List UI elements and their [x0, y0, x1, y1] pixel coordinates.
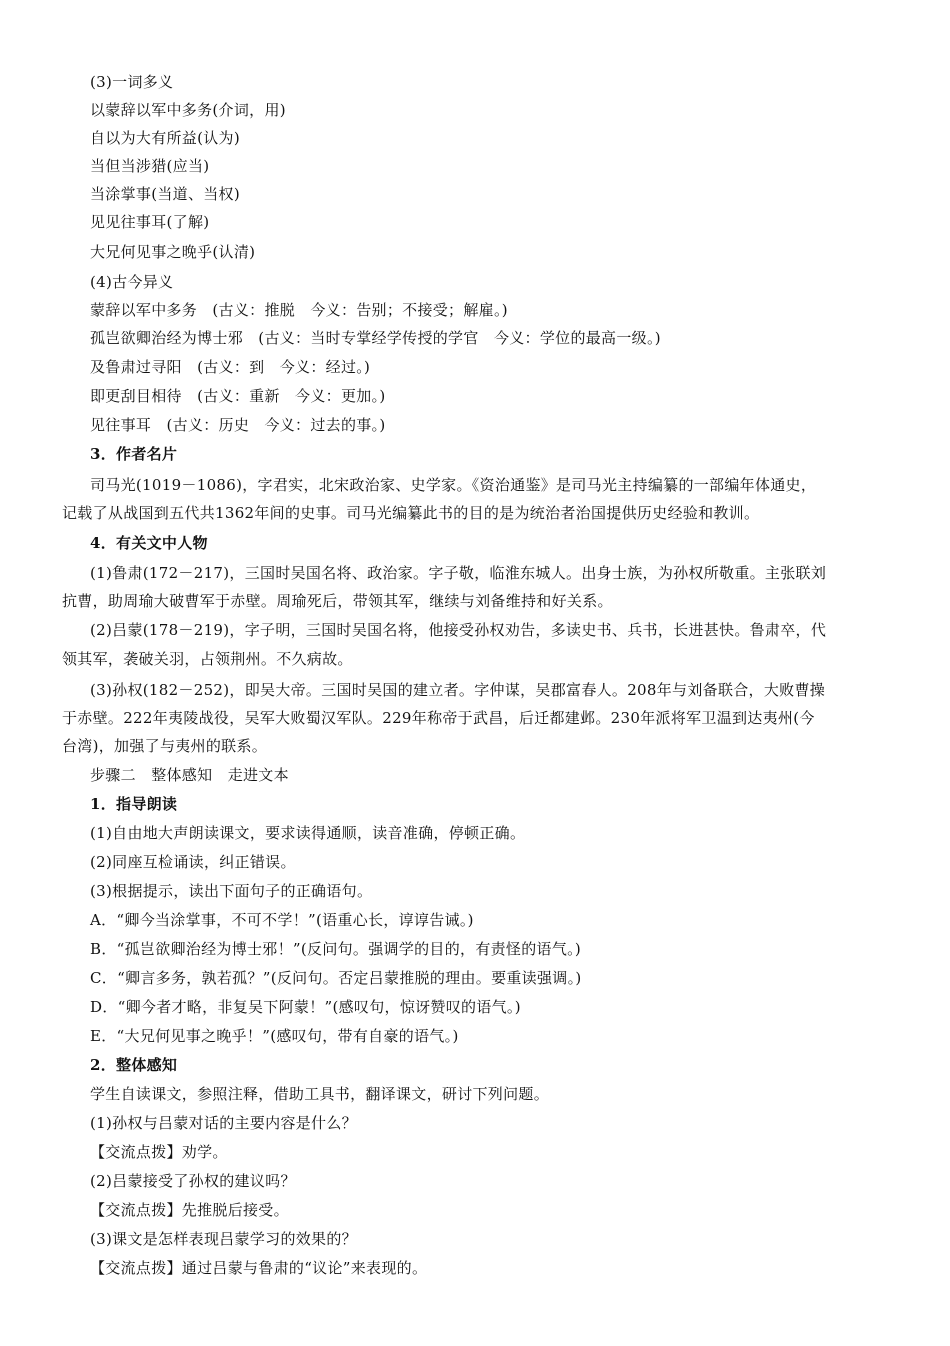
text-line: 以蒙辞以军中多务(介词，用)	[90, 101, 286, 119]
text-line: A．“卿今当涂掌事，不可不学！”(语重心长，谆谆告诫。)	[90, 911, 474, 929]
text-line: 记载了从战国到五代共1362年间的史事。司马光编纂此书的目的是为统治者治国提供历史经验和教训。	[62, 504, 760, 522]
text-line: 学生自读课文，参照注释，借助工具书，翻译课文，研讨下列问题。	[90, 1085, 550, 1103]
text-line: 抗曹，助周瑜大破曹军于赤壁。周瑜死后，带领其军，继续与刘备维持和好关系。	[62, 592, 613, 610]
text-line: 领其军，袭破关羽，占领荆州。不久病故。	[62, 650, 353, 668]
text-line: 即更刮目相待 (古义：重新 今义：更加。)	[90, 387, 386, 405]
text-line: 于赤壁。222年夷陵战役，吴军大败蜀汉军队。229年称帝于武昌，后迁都建邺。230年派将军卫温到达夷州(今	[62, 709, 815, 727]
text-line: 蒙辞以军中多务 (古义：推脱 今义：告别；不接受；解雇。)	[90, 301, 508, 319]
text-line: (1)鲁肃(172－217)，三国时吴国名将、政治家。字子敬，临淮东城人。出身士族，为孙权所敬重。主张联刘	[90, 564, 827, 582]
text-line: 【交流点拨】通过吕蒙与鲁肃的“议论”来表现的。	[90, 1259, 428, 1277]
text-line: E．“大兄何见事之晚乎！”(感叹句，带有自豪的语气。)	[90, 1027, 459, 1045]
text-line: (2)吕蒙(178－219)，字子明，三国时吴国名将，他接受孙权劝告，多读史书、兵书，长进甚快。鲁肃卒，代	[90, 621, 827, 639]
text-line: 【交流点拨】劝学。	[90, 1143, 228, 1161]
section-heading-author: 3．作者名片	[90, 445, 178, 463]
text-line: (3)孙权(182－252)，即吴大帝。三国时吴国的建立者。字仲谋，吴郡富春人。208年与刘备联合，大败曹操	[90, 681, 826, 699]
text-line: 自以为大有所益(认为)	[90, 129, 241, 147]
text-line: (1)孙权与吕蒙对话的主要内容是什么？	[90, 1114, 357, 1132]
text-line: 司马光(1019－1086)，字君实，北宋政治家、史学家。《资治通鉴》是司马光主持编纂的一部编年体通史，	[90, 476, 817, 494]
text-line: (3)根据提示，读出下面句子的正确语句。	[90, 882, 373, 900]
text-line: (2)同座互检诵读，纠正错误。	[90, 853, 296, 871]
text-line: C．“卿言多务，孰若孤？”(反问句。否定吕蒙推脱的理由。要重读强调。)	[90, 969, 582, 987]
text-line: 大兄何见事之晚乎(认清)	[90, 243, 256, 261]
text-line: 及鲁肃过寻阳 (古义：到 今义：经过。)	[90, 358, 371, 376]
step-heading: 步骤二 整体感知 走进文本	[90, 766, 289, 784]
text-line: (1)自由地大声朗读课文，要求读得通顺，读音准确，停顿正确。	[90, 824, 526, 842]
text-line: (3)课文是怎样表现吕蒙学习的效果的？	[90, 1230, 357, 1248]
text-line: 孤岂欲卿治经为博士邪 (古义：当时专掌经学传授的学官 今义：学位的最高一级。)	[90, 329, 661, 347]
text-line: 【交流点拨】先推脱后接受。	[90, 1201, 289, 1219]
text-line: 见见往事耳(了解)	[90, 213, 210, 231]
section-heading-overview: 2．整体感知	[90, 1056, 178, 1074]
text-line: 见往事耳 (古义：历史 今义：过去的事。)	[90, 416, 386, 434]
section-heading-characters: 4．有关文中人物	[90, 534, 208, 552]
section-heading-reading: 1．指导朗读	[90, 795, 178, 813]
subheading-archaic-meaning: (4)古今异义	[90, 273, 174, 291]
text-line: (2)吕蒙接受了孙权的建议吗？	[90, 1172, 296, 1190]
subheading-polysemy: (3)一词多义	[90, 73, 174, 91]
text-line: 台湾)，加强了与夷州的联系。	[62, 737, 268, 755]
text-line: B．“孤岂欲卿治经为博士邪！”(反问句。强调学的目的，有责怪的语气。)	[90, 940, 582, 958]
text-line: D．“卿今者才略，非复吴下阿蒙！”(感叹句，惊讶赞叹的语气。)	[90, 998, 521, 1016]
text-line: 当但当涉猎(应当)	[90, 157, 210, 175]
text-line: 当涂掌事(当道、当权)	[90, 185, 241, 203]
